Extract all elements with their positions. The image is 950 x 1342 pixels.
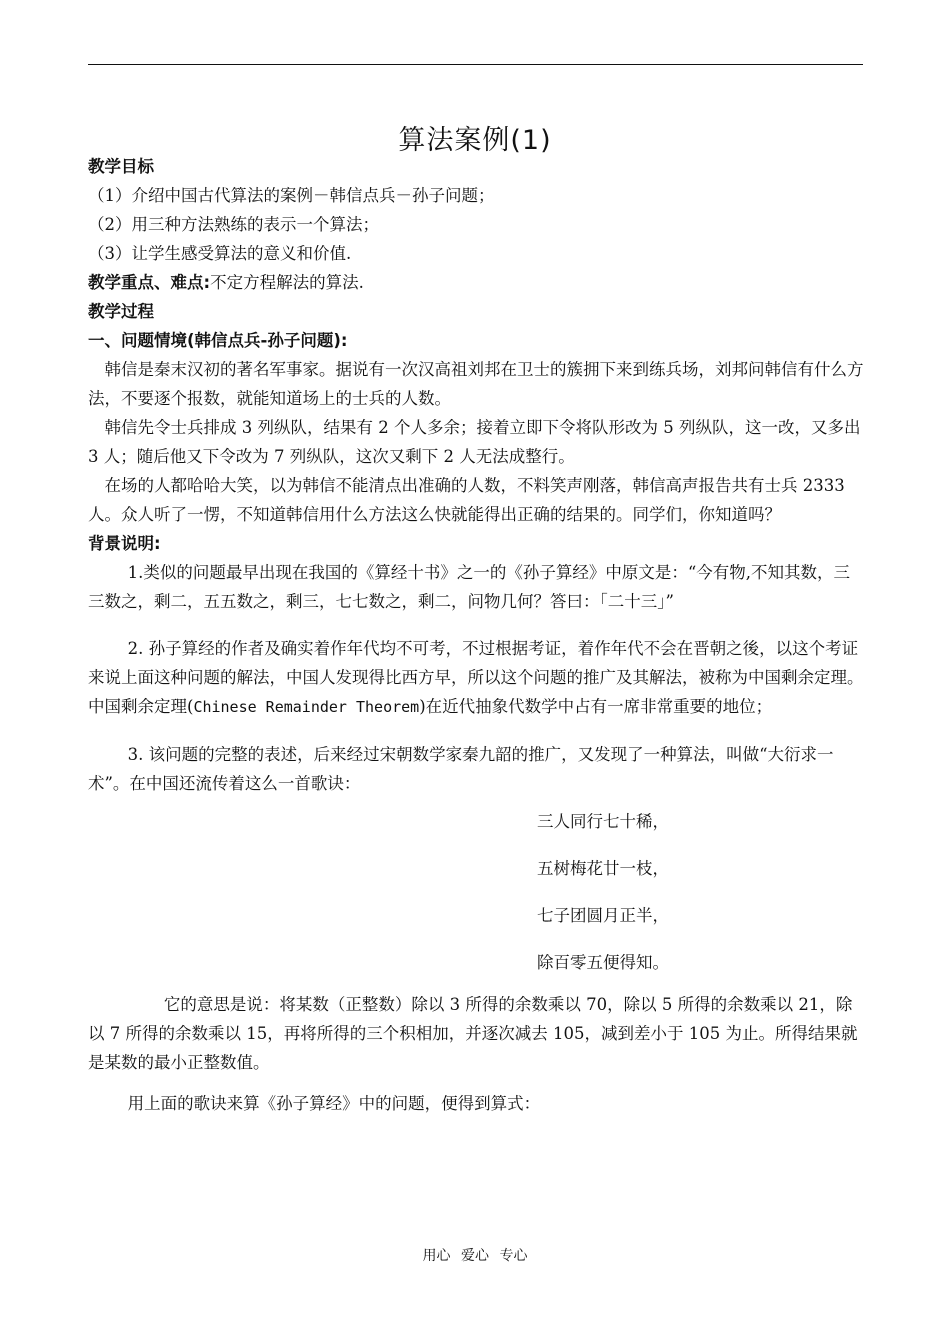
- page-footer: 用心 爱心 专心: [422, 1248, 528, 1264]
- key-points-text: 不定方程解法的算法.: [210, 273, 364, 292]
- story-paragraph-2: 韩信先令士兵排成 3 列纵队，结果有 2 个人多余；接着立即下令将队形改为 5 列纵队，这一改，又多出 3 人；随后他又下令改为 7 列纵队，这次又剩下 2 人无法成整行。: [88, 418, 861, 466]
- background-item-3: 3. 该问题的完整的表述，后来经过宋朝数学家秦九韶的推广，又发现了一种算法，叫做“大衍求一术”。在中国还流传着这么一首歌诀：: [88, 745, 834, 793]
- poem-block: [88, 798, 866, 986]
- key-points-line: [88, 268, 866, 297]
- poem-line-3: 七子团圆月正半，: [537, 906, 669, 925]
- application-paragraph: 用上面的歌诀来算《孙子算经》中的问题，便得到算式：: [127, 1094, 541, 1113]
- background-heading: 背景说明:: [88, 534, 161, 553]
- objective-item-1: （1）介绍中国古代算法的案例－韩信点兵－孙子问题；: [88, 186, 495, 205]
- page-title: 算法案例(1): [398, 125, 552, 156]
- objective-item-2: （2）用三种方法熟练的表示一个算法；: [88, 215, 379, 234]
- background-item-2-text-a: 2. 孙子算经的作者及确实着作年代均不可考，不过根据考证，着作年代不会在晋朝之後，以这个考证来说上面这种问题的解法，中国人发现得比西方早，所以这个问题的推广及其解法，被称为中国剩余定理。中国剩余定理(: [88, 639, 864, 716]
- spacer: [88, 1077, 866, 1089]
- story-paragraph-1: 韩信是秦末汉初的著名军事家。据说有一次汉高祖刘邦在卫士的簇拥下来到练兵场，刘邦问韩信有什么方法，不要逐个报数，就能知道场上的士兵的人数。: [88, 360, 864, 408]
- spacer: [88, 722, 866, 740]
- poem-line-1: 三人同行七十稀，: [537, 812, 669, 831]
- objective-item-3: （3）让学生感受算法的意义和价值.: [88, 244, 352, 263]
- background-item-2-text-b: )在近代抽象代数学中占有一席非常重要的地位；: [419, 697, 773, 716]
- header-rule: [88, 64, 863, 65]
- background-item-1: 1.类似的问题最早出现在我国的《算经十书》之一的《孙子算经》中原文是：“今有物,不知其数，三三数之，剩二，五五数之，剩三，七七数之，剩二，问物几何？答曰：「二十三」”: [88, 563, 851, 611]
- objectives-heading: 教学目标: [88, 157, 154, 176]
- story-paragraph-3: 在场的人都哈哈大笑，以为韩信不能清点出准确的人数，不料笑声刚落，韩信高声报告共有士兵 2333 人。众人听了一愣，不知道韩信用什么方法这么快就能得出正确的结果的。同学们，你知道吗？: [88, 476, 845, 524]
- key-points-label: 教学重点、难点:: [88, 273, 211, 292]
- explanation-paragraph: 它的意思是说：将某数（正整数）除以 3 所得的余数乘以 70，除以 5 所得的余数乘以 21，除以 7 所得的余数乘以 15，再将所得的三个积相加，并逐次减去 105，减到差小于 105 为止。所得结果就是某数的最小正整数值。: [88, 995, 858, 1072]
- background-item-2-term: Chinese Remainder Theorem: [193, 698, 420, 716]
- process-heading: 教学过程: [88, 302, 154, 321]
- section1-heading: 一、问题情境(韩信点兵-孙子问题):: [88, 331, 348, 350]
- background-item-2: [88, 634, 866, 722]
- poem-line-2: 五树梅花廿一枝，: [537, 859, 669, 878]
- document-body: [88, 152, 866, 1118]
- poem-line-4: 除百零五便得知。: [537, 953, 669, 972]
- spacer: [88, 616, 866, 634]
